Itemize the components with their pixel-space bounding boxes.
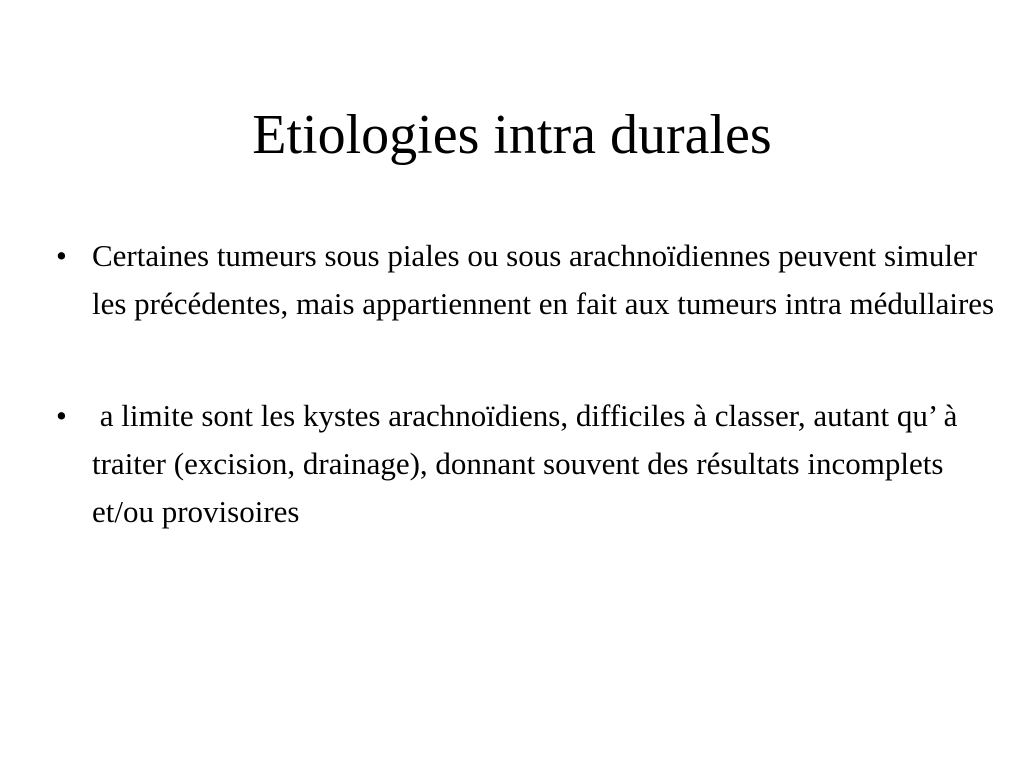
bullet-text: a limite sont les kystes arachnoïdiens, difficiles à classer, autant qu’ à traiter (excision, drainage), donnant souvent des résultats incomplets et/ou provisoires [92, 398, 966, 529]
bullet-item [56, 232, 996, 328]
slide-title: Etiologies intra durales [252, 104, 772, 166]
bullet-icon: • [56, 238, 67, 273]
bullet-text: Certaines tumeurs sous piales ou sous arachnoïdiennes peuvent simuler les précédentes, mais appartiennent en fait aux tumeurs intra médullaires [92, 238, 995, 321]
bullet-item [56, 392, 996, 536]
bullet-list [56, 232, 996, 536]
bullet-icon: • [56, 398, 67, 433]
